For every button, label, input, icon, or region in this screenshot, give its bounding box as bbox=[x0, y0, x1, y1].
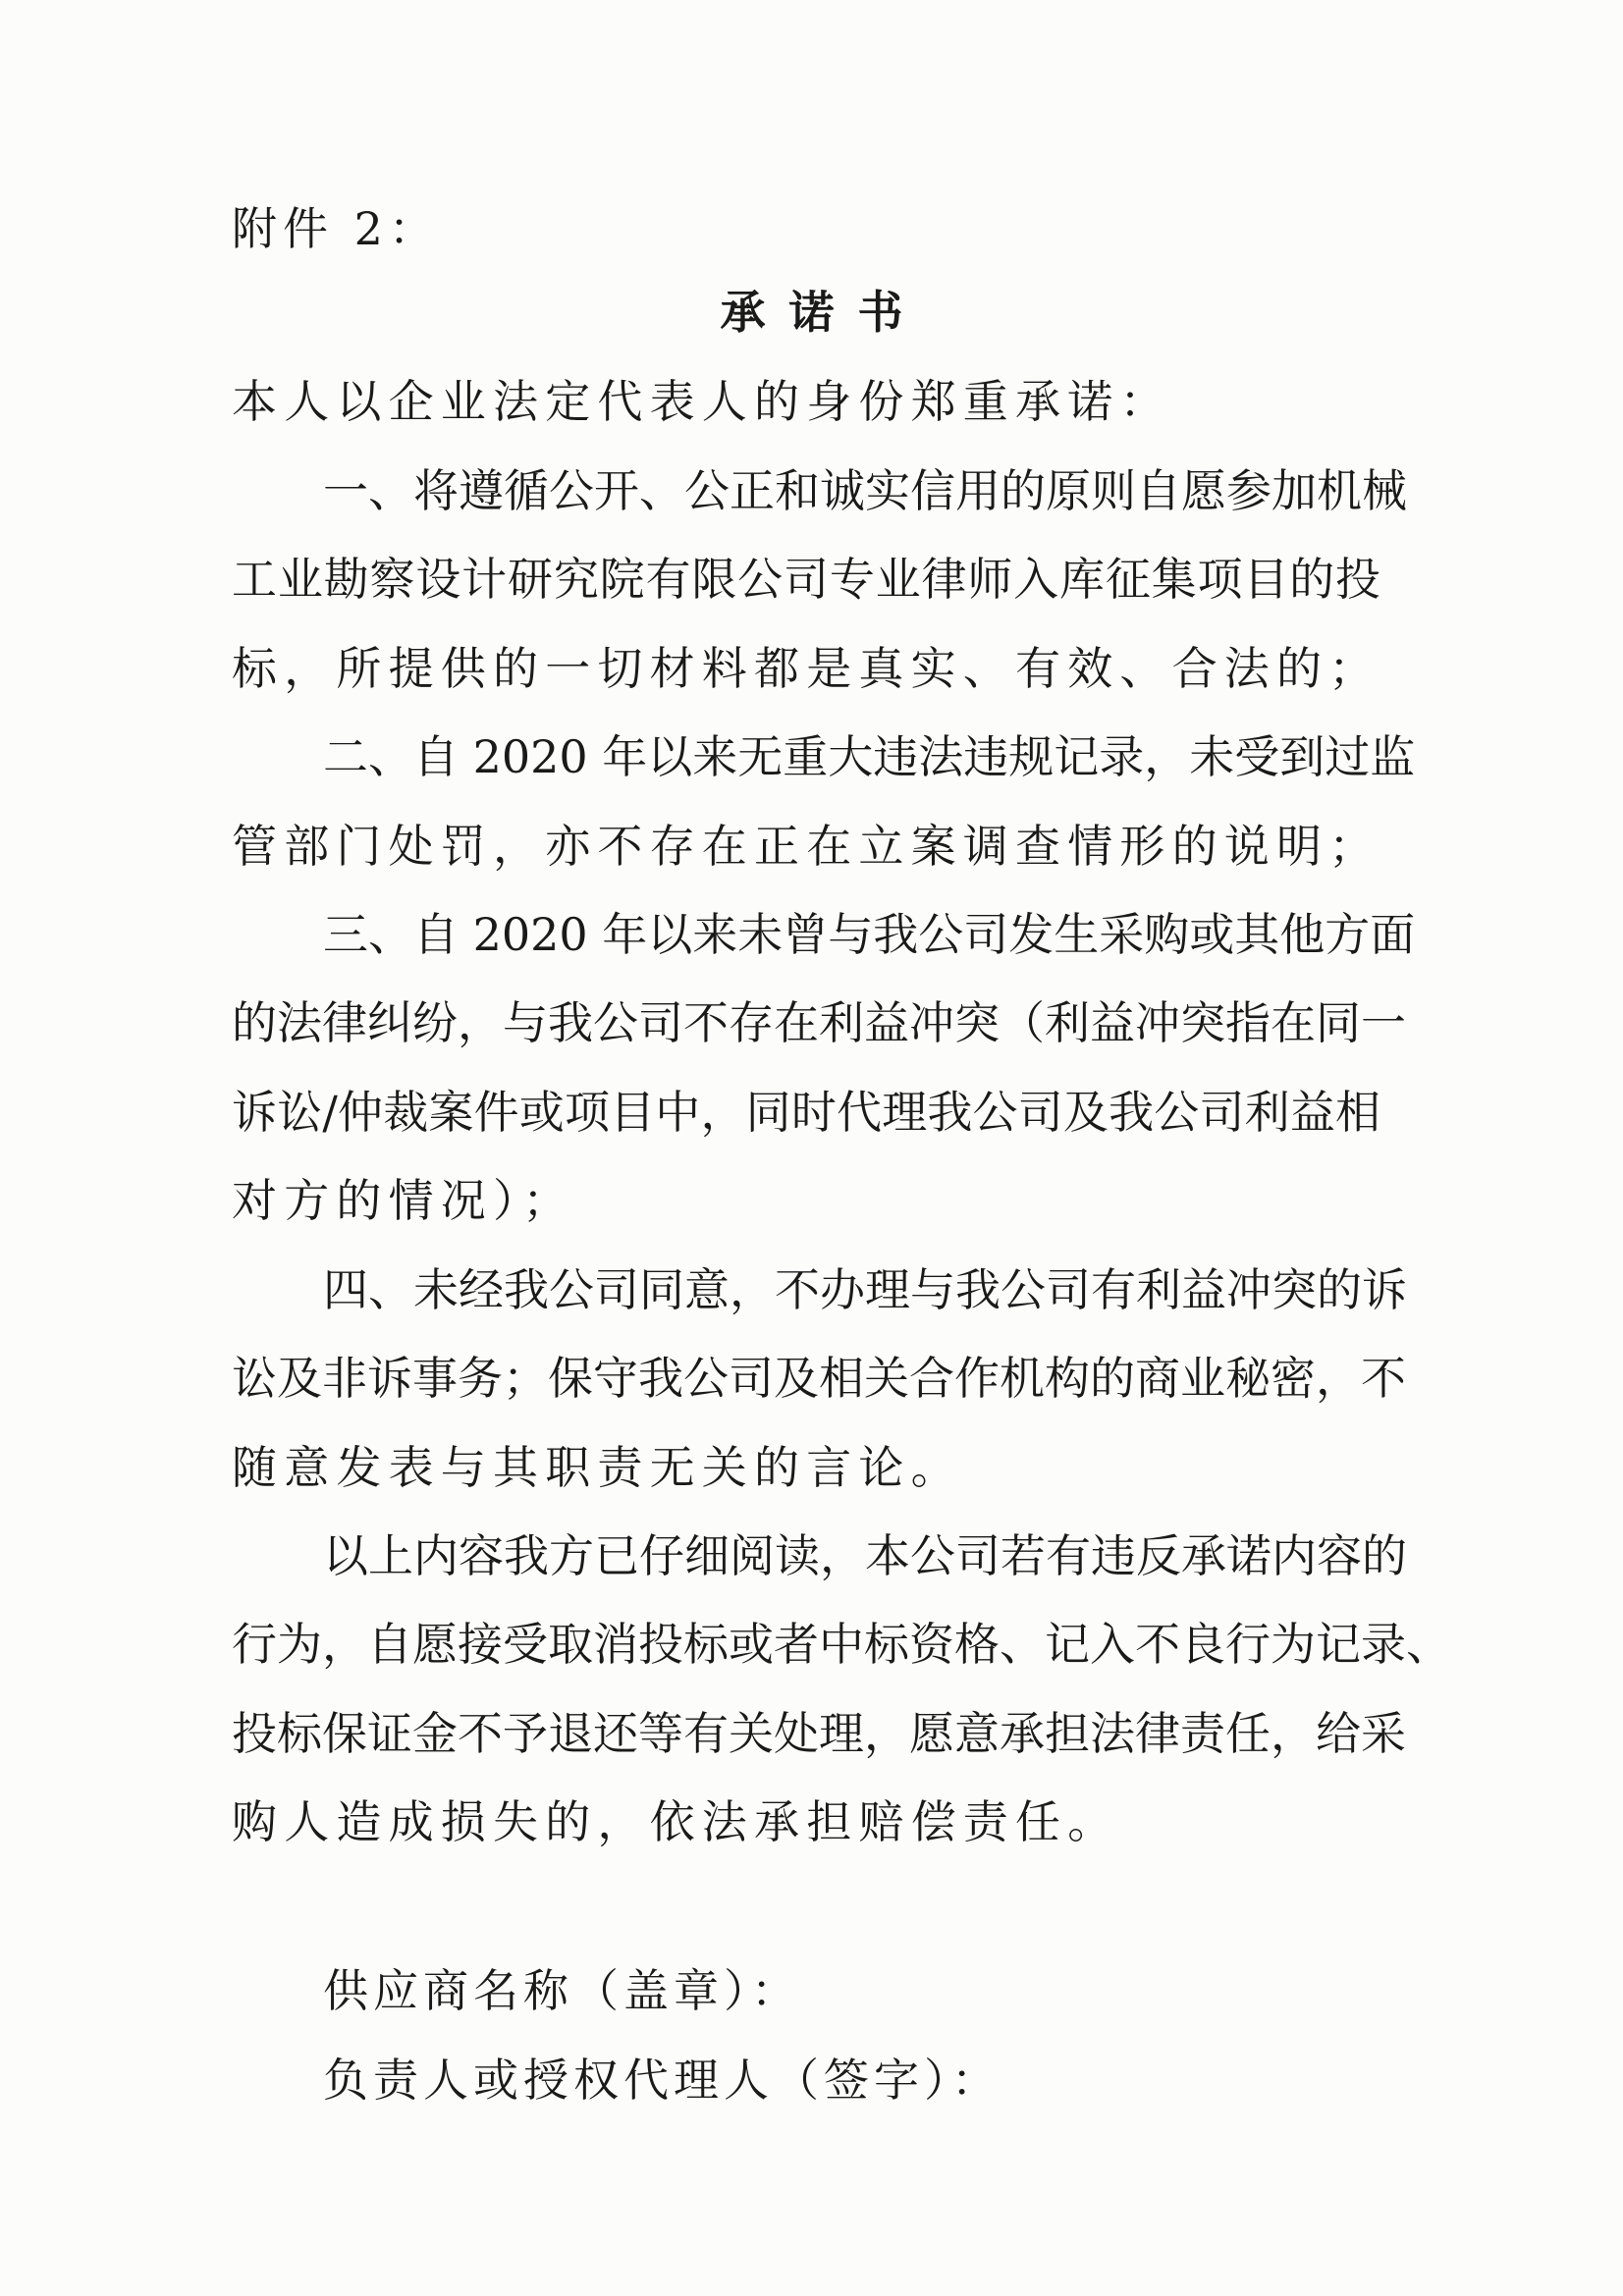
closing-line-1: 以上内容我方已仔细阅读，本公司若有违反承诺内容的 bbox=[323, 1529, 1407, 1582]
document-title: 承诺书 bbox=[720, 286, 927, 339]
attachment-label: 附件 2： bbox=[232, 202, 440, 255]
clause-3-line-1: 三、自 2020 年以来未曾与我公司发生采购或其他方面 bbox=[323, 908, 1416, 961]
clause-1-line-2: 工业勘察设计研究院有限公司专业律师入库征集项目的投 bbox=[232, 553, 1380, 606]
closing-line-3: 投标保证金不予退还等有关处理，愿意承担法律责任，给采 bbox=[232, 1707, 1406, 1760]
clause-3-line-3: 诉讼/仲裁案件或项目中，同时代理我公司及我公司利益相 bbox=[232, 1086, 1380, 1139]
clause-3-line-2: 的法律纠纷，与我公司不存在利益冲突（利益冲突指在同一 bbox=[232, 996, 1406, 1049]
intro-line: 本人以企业法定代表人的身份郑重承诺： bbox=[232, 375, 1172, 428]
agent-signature-label: 负责人或授权代理人（签字）： bbox=[323, 2054, 1001, 2107]
clause-1-line-1: 一、将遵循公开、公正和诚实信用的原则自愿参加机械 bbox=[323, 464, 1407, 517]
clause-2-line-1: 二、自 2020 年以来无重大违法违规记录，未受到过监 bbox=[323, 730, 1416, 783]
clause-4-line-2: 讼及非诉事务；保守我公司及相关合作机构的商业秘密，不 bbox=[232, 1352, 1406, 1405]
closing-line-2: 行为，自愿接受取消投标或者中标资格、记入不良行为记录、 bbox=[232, 1618, 1451, 1671]
supplier-name-stamp-label: 供应商名称（盖章）： bbox=[323, 1964, 801, 2017]
clause-2-line-2: 管部门处罚，亦不存在正在立案调查情形的说明； bbox=[232, 820, 1381, 873]
clause-4-line-3: 随意发表与其职责无关的言论。 bbox=[232, 1441, 963, 1494]
closing-line-4: 购人造成损失的，依法承担赔偿责任。 bbox=[232, 1795, 1120, 1848]
clause-1-line-3: 标，所提供的一切材料都是真实、有效、合法的； bbox=[232, 642, 1381, 695]
clause-4-line-1: 四、未经我公司同意，不办理与我公司有利益冲突的诉 bbox=[323, 1263, 1407, 1316]
clause-3-line-4: 对方的情况）； bbox=[232, 1174, 575, 1227]
